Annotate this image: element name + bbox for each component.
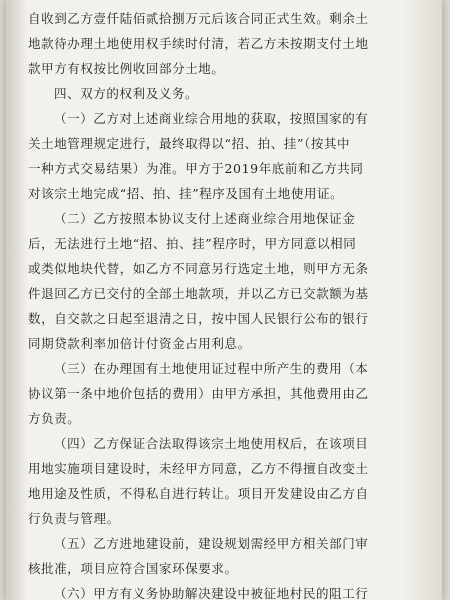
clause-one-start: （一）乙方对上述商业综合用地的获取，按照国家的有 bbox=[54, 111, 369, 126]
text-line: 地用途及性质，不得私自进行转让。项目开发建设由乙方自 bbox=[28, 486, 369, 501]
document-page bbox=[6, 0, 442, 600]
text-line: 对该宗土地完成“招、拍、挂”程序及国有土地使用证。 bbox=[28, 186, 344, 201]
text-line: 件退回乙方已交付的全部土地款项，并以乙方已交款额为基 bbox=[28, 286, 369, 301]
text-line: 用地实施项目建设时，未经甲方同意，乙方不得擅自改变土 bbox=[28, 461, 369, 476]
clause-six-start: （六）甲方有义务协助解决建设中被征地村民的阻工行 bbox=[54, 586, 369, 600]
text-line: 款甲方有权按比例收回部分土地。 bbox=[28, 61, 225, 76]
text-line: 同期贷款利率加倍计付资金占用利息。 bbox=[28, 336, 251, 351]
text-line: 数，自交款之日起至退清之日，按中国人民银行公布的银行 bbox=[28, 311, 369, 326]
text-line: 核批准，项目应符合国家环保要求。 bbox=[28, 561, 238, 576]
text-line: 关土地管理规定进行，最终取得以“招、拍、挂”（按其中 bbox=[28, 136, 351, 151]
text-line: 或类似地块代替，如乙方不同意另行选定土地，则甲方无条 bbox=[28, 261, 369, 276]
section-heading: 四、双方的权利及义务。 bbox=[54, 86, 199, 101]
text-line: 后，无法进行土地“招、拍、挂”程序时，甲方同意以相同 bbox=[28, 236, 357, 251]
page-edge-shadow bbox=[6, 0, 28, 600]
text-line: 一种方式交易结果）为准。甲方于2019年底前和乙方共同 bbox=[28, 161, 364, 176]
clause-two-start: （二）乙方按照本协议支付上述商业综合用地保证金 bbox=[54, 211, 356, 226]
clause-three-start: （三）在办理国有土地使用证过程中所产生的费用（本 bbox=[54, 361, 369, 376]
clause-five-start: （五）乙方进地建设前，建设规划需经甲方相关部门审 bbox=[54, 536, 369, 551]
document-body bbox=[28, 6, 412, 600]
clause-four-start: （四）乙方保证合法取得该宗土地使用权后，在该项目 bbox=[54, 436, 369, 451]
text-line: 协议第一条中地价包括的费用）由甲方承担，其他费用由乙 bbox=[28, 386, 369, 401]
text-line: 行负责与管理。 bbox=[28, 511, 120, 526]
text-line: 方负责。 bbox=[28, 411, 81, 426]
text-line: 地款待办理土地使用权手续时付清，若乙方未按期支付土地 bbox=[28, 36, 369, 51]
text-line: 自收到乙方壹仟陆佰贰拾捌万元后该合同正式生效。剩余土 bbox=[28, 11, 369, 26]
